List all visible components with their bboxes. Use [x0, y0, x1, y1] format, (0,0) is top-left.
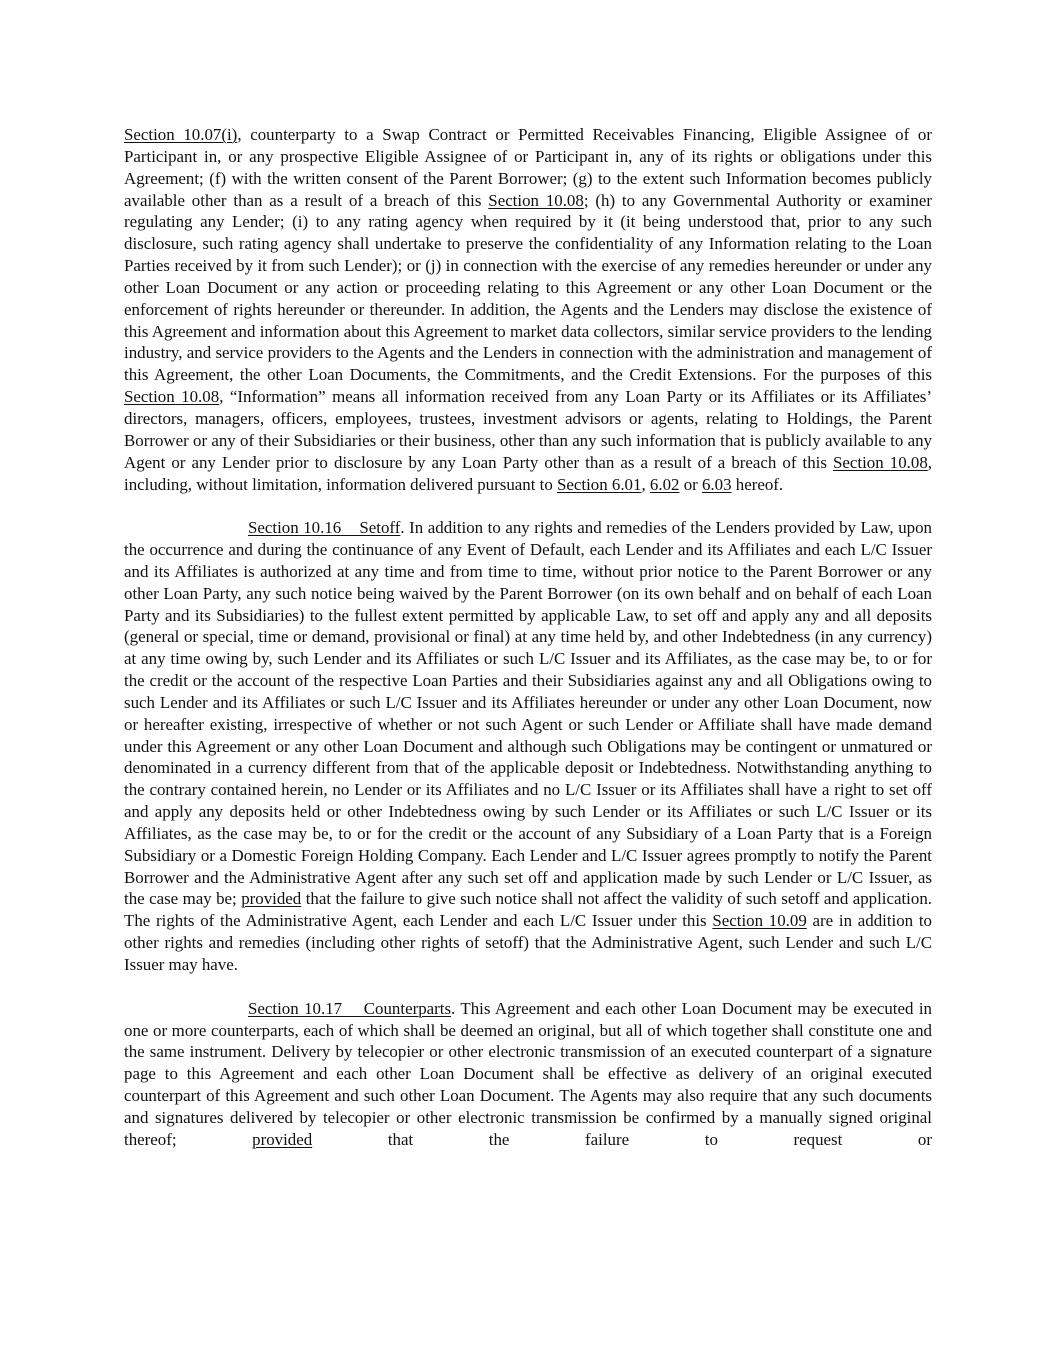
- cross-reference: Section 10.09: [712, 911, 807, 931]
- cross-reference: Section 10.07(i): [124, 125, 238, 144]
- cross-reference: Section 6.01: [557, 474, 642, 494]
- section-10-16-setoff: [124, 517, 932, 976]
- body-text: or: [679, 474, 702, 494]
- body-text: ; (h) to any Governmental Authority or examiner regulating any Lender; (i) to any rating agency when required by it (it being understood that, prior to any such disclosure, such rating agency shall undertake to preserve the confidentiality of any Information relating to the Loan Parties received by it from such Lender); or (j) in connection with the exercise of any remedies hereunder or under any other Loan Document or any action or proceeding relating to this Agreement or any other Loan Document or the enforcement of rights hereunder or thereunder. In addition, the Agents and the Lenders may disclose the existence of this Agreement and information about this Agreement to market data collectors, similar service providers to the lending industry, and service providers to the Agents and the Lenders in connection with the administration and management of this Agreement, the other Loan Documents, the Commitments, and the Credit Extensions. For the purposes of this: [124, 190, 933, 385]
- body-text: are in addition to other rights and remedies (including other rights of setoff) that the Administrative Agent, such Lender and such L/C Issuer may have.: [124, 911, 932, 975]
- emphasis-term: provided: [241, 889, 302, 909]
- body-text: , including, without limitation, information delivered pursuant to: [124, 452, 933, 494]
- body-text: . This Agreement and each other Loan Document may be executed in one or more counterparts, each of which shall be deemed an original, but all of which together shall constitute one and the same instrument. Delivery by telecopier or other electronic transmission of an executed counterpart of a signature page to this Agreement and each other Loan Document shall be effective as delivery of an original executed counterpart of this Agreement and such other Loan Document. The Agents may also require that any such documents and signatures delivered by telecopier or other electronic transmission be confirmed by a manually signed original thereof;: [124, 998, 932, 1149]
- section-10-17-counterparts: [124, 998, 932, 1151]
- section-heading: Section 10.16 Setoff: [248, 518, 401, 538]
- cross-reference: Section 10.08: [124, 387, 220, 407]
- document-page: [124, 124, 932, 1151]
- cross-reference: 6.02: [649, 474, 680, 494]
- body-text: ,: [641, 474, 650, 494]
- body-text: that the failure to request or: [312, 1129, 932, 1149]
- emphasis-term: provided: [252, 1129, 313, 1149]
- body-text: , counterparty to a Swap Contract or Permitted Receivables Financing, Eligible Assignee of or Participant in, or any prospective Eligible Assignee of or Participant in, any of its rights or obligations under this Agreement; (f) with the written consent of the Parent Borrower; (g) to the extent such Information becomes publicly available other than as a result of a breach of this: [124, 125, 932, 210]
- body-text: hereof.: [731, 474, 784, 494]
- body-text: , “Information” means all information received from any Loan Party or its Affiliates or its Affiliates’ directors, managers, officers, employees, trustees, investment advisors or agents, relating to Holdings, the Parent Borrower or any of their Subsidiaries or their business, other than any such information that is publicly available to any Agent or any Lender prior to disclosure by any Loan Party other than as a result of a breach of this: [124, 387, 933, 472]
- cross-reference: 6.03: [701, 474, 732, 494]
- cross-reference: Section 10.08: [488, 190, 584, 210]
- paragraph-confidentiality-continued: [124, 124, 932, 495]
- body-text: . In addition to any rights and remedies of the Lenders provided by Law, upon the occurrence and during the continuance of any Event of Default, each Lender and its Affiliates and each L/C Issuer and its Affiliates is authorized at any time and from time to time, without prior notice to the Parent Borrower or any other Loan Party, any such notice being waived by the Parent Borrower (on its own behalf and on behalf of each Loan Party and its Subsidiaries) to the fullest extent permitted by applicable Law, to set off and apply any and all deposits (general or special, time or demand, provisional or final) at any time held by, and other Indebtedness (in any currency) at any time owing by, such Lender and its Affiliates or such L/C Issuer and its Affiliates, as the case may be, to or for the credit or the account of the respective Loan Parties and their Subsidiaries against any and all Obligations owing to such Lender and its Affiliates or such L/C Issuer and its Affiliates hereunder or under any other Loan Document, now or hereafter existing, irrespective of whether or not such Agent or such Lender or Affiliate shall have made demand under this Agreement or any other Loan Document and although such Obligations may be contingent or unmatured or denominated in a currency different from that of the applicable deposit or Indebtedness. Notwithstanding anything to the contrary contained herein, no Lender or its Affiliates and no L/C Issuer or its Affiliates shall have a right to set off and apply any deposits held or other Indebtedness owing by such Lender or its Affiliates or such L/C Issuer or its Affiliates, as the case may be, to or for the credit or the account of any Subsidiary of a Loan Party that is a Foreign Subsidiary or a Domestic Foreign Holding Company. Each Lender and L/C Issuer agrees promptly to notify the Parent Borrower and the Administrative Agent after any such set off and application made by such Lender or L/C Issuer, as the case may be;: [124, 518, 932, 909]
- cross-reference: Section 10.08: [833, 452, 928, 472]
- section-heading: Section 10.17 Counterparts: [248, 998, 452, 1018]
- body-text: that the failure to give such notice shall not affect the validity of such setoff and application. The rights of the Administrative Agent, each Lender and each L/C Issuer under this: [124, 889, 932, 931]
